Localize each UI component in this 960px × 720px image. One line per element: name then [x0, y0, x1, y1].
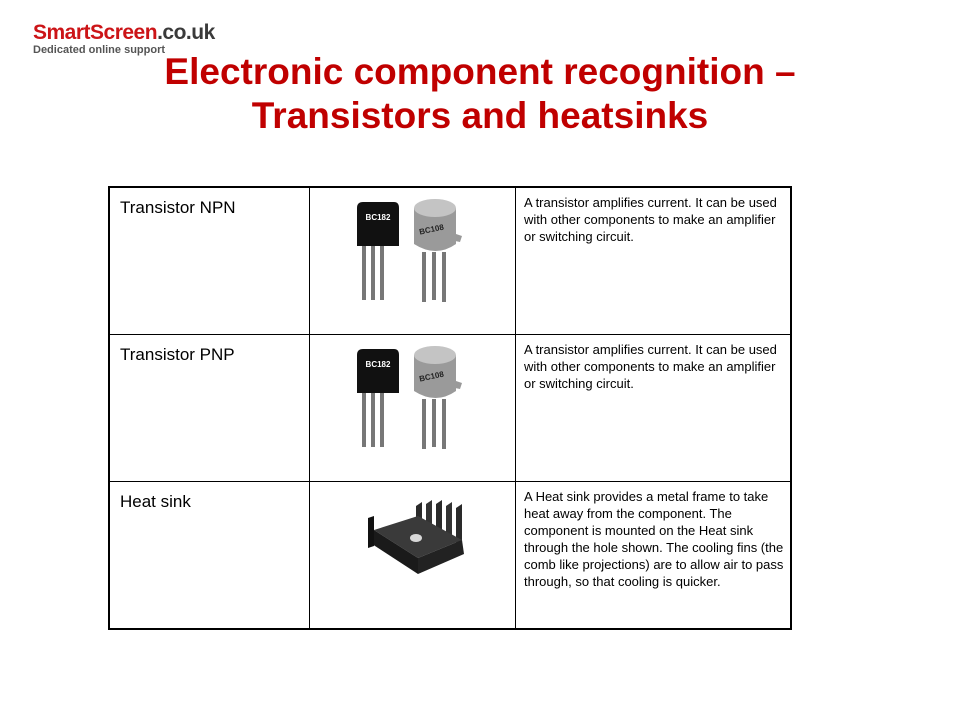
component-image-cell: [310, 335, 516, 482]
bc108-label: BC108: [418, 222, 445, 237]
component-image-cell: [310, 482, 516, 630]
heat-sink-illustration: [310, 482, 515, 618]
bc182-transistor: [357, 202, 399, 300]
bc182-label: BC182: [365, 360, 391, 369]
table-row: [109, 482, 791, 630]
slide-title: [0, 50, 960, 138]
bc182-label: BC182: [365, 213, 391, 222]
transistors-illustration: [310, 335, 515, 471]
component-name: Transistor PNP: [109, 335, 310, 482]
component-name: Transistor NPN: [109, 187, 310, 335]
component-name: Heat sink: [109, 482, 310, 630]
title-line-1: Electronic component recognition –: [164, 51, 796, 92]
logo-brand: SmartScreen: [33, 21, 158, 44]
bc108-transistor: [414, 346, 462, 449]
logo-domain: .co.uk: [157, 21, 215, 44]
logo-wordmark: [33, 22, 215, 44]
bc182-transistor: [357, 349, 399, 447]
transistors-image: [310, 188, 515, 324]
logo-tagline: Dedicated online support: [33, 44, 166, 56]
component-description: A transistor amplifies current. It can be used with other components to make an amplifier or switching circuit.: [516, 335, 792, 482]
title-line-2: Transistors and heatsinks: [251, 95, 709, 136]
component-table: [108, 186, 792, 630]
component-description: A transistor amplifies current. It can be used with other components to make an amplifier or switching circuit.: [516, 187, 792, 335]
transistors-image: [310, 335, 515, 471]
heat-sink-image: [310, 482, 515, 618]
component-image-cell: [310, 187, 516, 335]
heat-sink: [368, 500, 464, 574]
bc108-label: BC108: [418, 369, 445, 384]
bc108-transistor: [414, 199, 462, 302]
transistors-illustration: [310, 188, 515, 324]
component-description: A Heat sink provides a metal frame to take heat away from the component. The component is mounted on the Heat sink through the hole shown. The cooling fins (the comb like projections) are to allow air to pass through, so that cooling is quicker.: [516, 482, 792, 630]
table-row: [109, 187, 791, 335]
table-row: [109, 335, 791, 482]
